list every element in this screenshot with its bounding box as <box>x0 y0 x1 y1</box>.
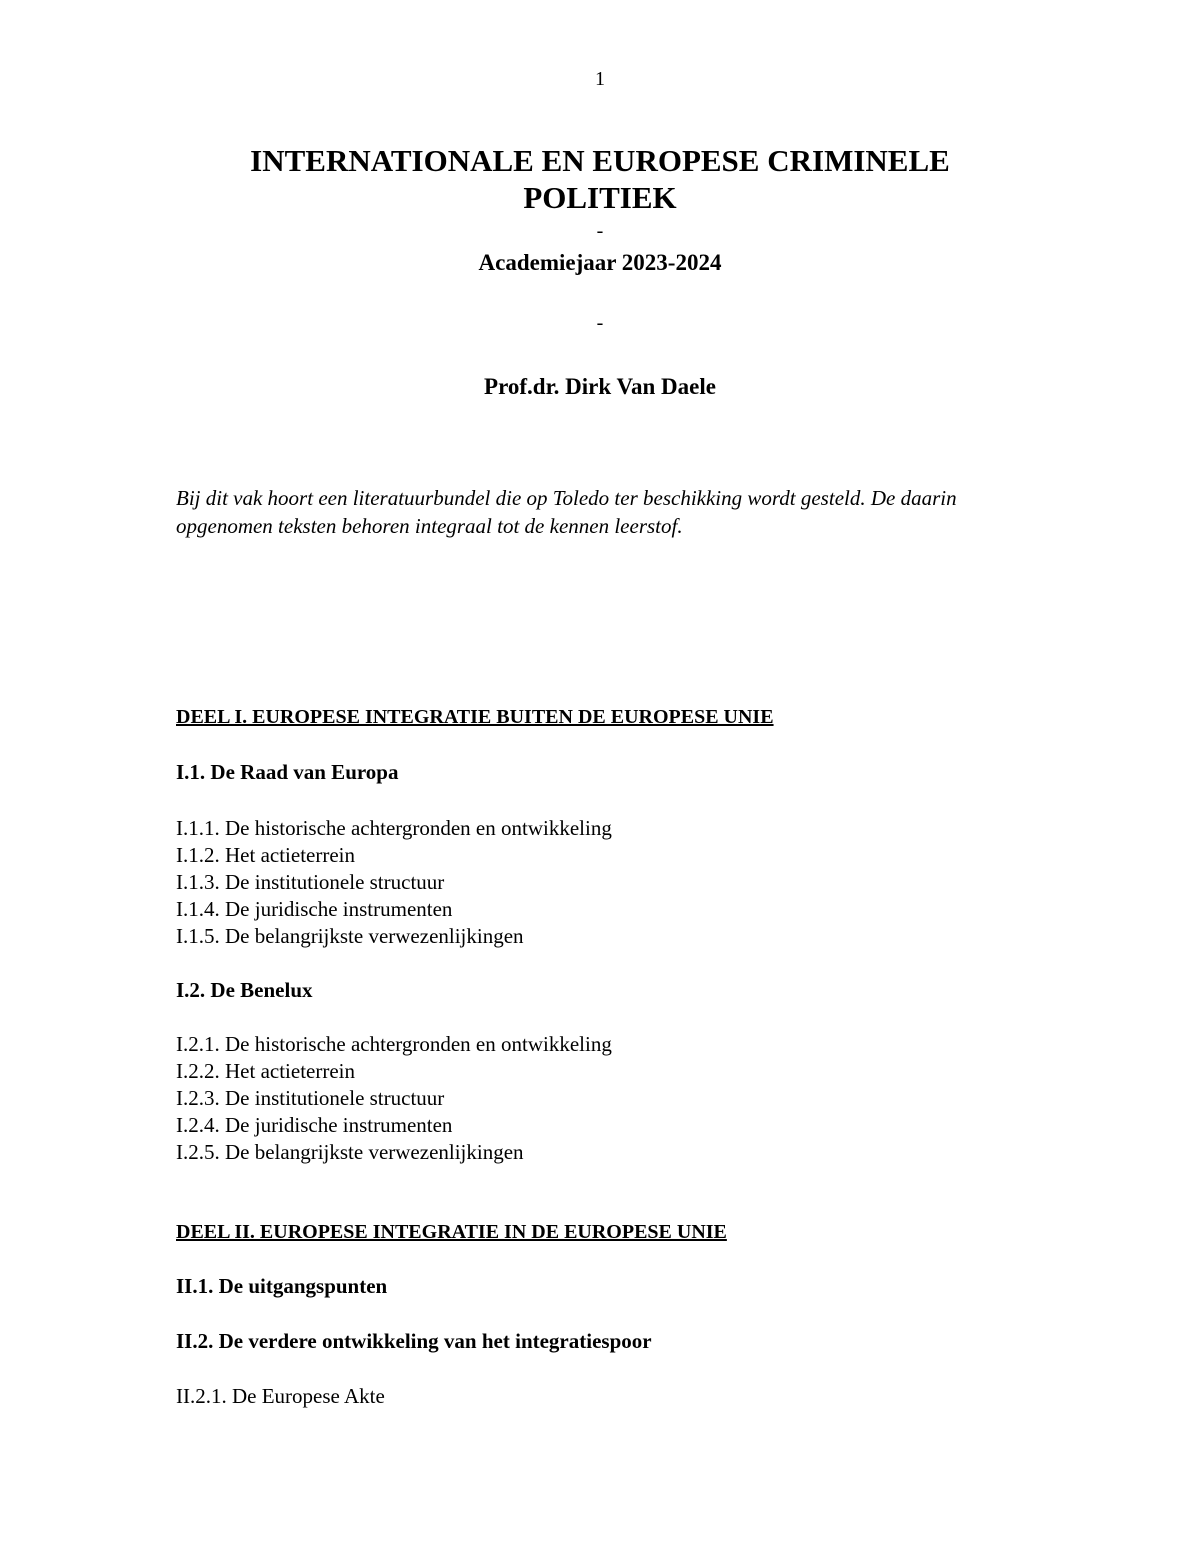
sub-list-2-2 <box>176 1383 385 1410</box>
intro-paragraph: Bij dit vak hoort een literatuurbundel die op Toledo ter beschikking wordt gesteld. De daarin opgenomen teksten behoren integraal tot de kennen leerstof. <box>176 486 957 538</box>
list-item: I.2.3. De institutionele structuur <box>176 1086 445 1110</box>
separator-dash: - <box>596 220 604 242</box>
section-heading-1-2: I.2. De Benelux <box>176 978 313 1002</box>
list-item: I.2.4. De juridische instrumenten <box>176 1113 453 1137</box>
section-heading-2-1: II.1. De uitgangspunten <box>176 1274 388 1298</box>
title-line-1: INTERNATIONALE EN EUROPESE CRIMINELE <box>250 143 950 178</box>
list-item: I.1.1. De historische achtergronden en ontwikkeling <box>176 816 612 840</box>
sub-list-1-1 <box>176 815 612 950</box>
part-heading-1: DEEL I. EUROPESE INTEGRATIE BUITEN DE EUROPESE UNIE <box>176 706 774 728</box>
academic-year: Academiejaar 2023-2024 <box>478 250 722 275</box>
page-number: 1 <box>595 68 605 90</box>
list-item: I.1.2. Het actieterrein <box>176 843 355 867</box>
separator-dash: - <box>596 312 604 334</box>
list-item: I.1.3. De institutionele structuur <box>176 870 445 894</box>
section-heading-2-2: II.2. De verdere ontwikkeling van het integratiespoor <box>176 1329 652 1353</box>
document-title <box>0 142 1200 216</box>
author: Prof.dr. Dirk Van Daele <box>484 374 716 399</box>
list-item: I.2.2. Het actieterrein <box>176 1059 355 1083</box>
list-item: I.2.5. De belangrijkste verwezenlijkingen <box>176 1140 524 1164</box>
sub-list-1-2 <box>176 1031 612 1166</box>
title-line-2: POLITIEK <box>523 180 677 215</box>
list-item: I.2.1. De historische achtergronden en ontwikkeling <box>176 1032 612 1056</box>
list-item: I.1.5. De belangrijkste verwezenlijkingen <box>176 924 524 948</box>
section-heading-1-1: I.1. De Raad van Europa <box>176 760 399 784</box>
list-item: II.2.1. De Europese Akte <box>176 1384 385 1408</box>
list-item: I.1.4. De juridische instrumenten <box>176 897 453 921</box>
part-heading-2: DEEL II. EUROPESE INTEGRATIE IN DE EUROPESE UNIE <box>176 1221 727 1243</box>
